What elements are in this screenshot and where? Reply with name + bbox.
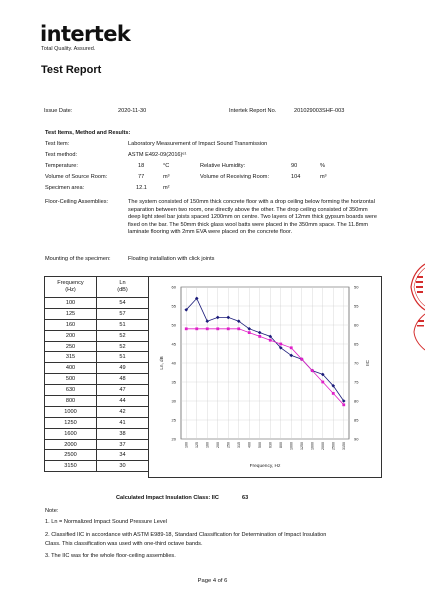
partial-seal-stamp-2 <box>411 312 425 352</box>
series-2-point <box>279 343 282 346</box>
series-2-point <box>290 346 293 349</box>
table-row <box>45 396 149 407</box>
ln-cell: 49 <box>97 363 149 374</box>
series-2-point <box>227 327 230 330</box>
receiving-room-label: Volume of Receiving Room: <box>200 174 270 180</box>
table-row <box>45 374 149 385</box>
ln-cell: 44 <box>97 396 149 407</box>
table-row <box>45 439 149 450</box>
frequency-cell: 500 <box>45 374 97 385</box>
frequency-cell: 100 <box>45 298 97 309</box>
series-2-point <box>195 327 198 330</box>
issue-date-value: 2020-11-30 <box>118 108 147 114</box>
frequency-cell: 315 <box>45 352 97 363</box>
table-row <box>45 319 149 330</box>
ln-cell: 30 <box>97 461 149 472</box>
y-tick-label: 25 <box>171 417 176 423</box>
page-number: Page 4 of 6 <box>197 578 228 584</box>
y2-tick-label: 70 <box>354 360 359 366</box>
note-2-line2: Class. This classification was used with one-third octave bands. <box>45 541 203 547</box>
series-2-point <box>321 381 324 384</box>
report-no-label: Intertek Report No. <box>229 108 277 114</box>
y2-tick-label: 85 <box>354 417 359 423</box>
series-2-point <box>237 327 240 330</box>
ln-cell: 51 <box>97 319 149 330</box>
humidity-unit: % <box>320 163 325 169</box>
frequency-table <box>44 276 149 472</box>
frequency-cell: 800 <box>45 396 97 407</box>
series-2-point <box>185 327 188 330</box>
specimen-area-value: 12.1 <box>136 185 147 191</box>
note-2-line1: 2. Classified IIC in accordance with ASTM E989-18, Standard Classification for Determination of Impact Insulation <box>45 532 327 538</box>
ln-column-header <box>97 277 149 298</box>
table-row <box>45 417 149 428</box>
frequency-cell: 1250 <box>45 417 97 428</box>
assemblies-description: The system consisted of 150mm thick concrete floor with a drop ceiling below forming the horizontal separation between two room, one directly above the other. The drop ceiling consisted of 350mm deep light steel bar joists spaced 1200mm on centre. Two layers of 12mm thick gypsum boards were fixed on the bar. The 50mm thick glass wool batts were placed in the 350mm space. The 11.8mm laminate flooring with 2mm EVA were placed on the concrete floor. <box>128 199 377 235</box>
series-2-point <box>311 369 314 372</box>
issue-date-label: Issue Date: <box>44 108 73 114</box>
frequency-cell: 160 <box>45 319 97 330</box>
mounting-label: Mounting of the specimen: <box>45 256 111 262</box>
chart-frame <box>148 276 382 478</box>
test-method-label: Test method: <box>45 152 78 158</box>
x-tick-label: 200 <box>215 442 220 448</box>
temperature-unit: °C <box>163 163 170 169</box>
ln-cell: 41 <box>97 417 149 428</box>
ln-cell: 54 <box>97 298 149 309</box>
ln-header-line2: (dB) <box>117 287 128 293</box>
y-tick-label: 60 <box>171 284 176 290</box>
mounting-value: Floating installation with click joints <box>128 256 215 262</box>
frequency-header-line2: (Hz) <box>65 287 76 293</box>
source-room-value: 77 <box>138 174 145 180</box>
series-2-point <box>300 358 303 361</box>
page-title: Test Report <box>41 64 102 76</box>
frequency-cell: 200 <box>45 330 97 341</box>
receiving-room-unit: m³ <box>320 174 327 180</box>
table-row <box>45 363 149 374</box>
test-item-value: Laboratory Measurement of Impact Sound Transmission <box>128 141 268 147</box>
frequency-cell: 400 <box>45 363 97 374</box>
y2-tick-label: 60 <box>354 322 359 328</box>
table-row <box>45 352 149 363</box>
ln-cell: 52 <box>97 341 149 352</box>
x-tick-label: 160 <box>205 442 210 448</box>
source-room-label: Volume of Source Room: <box>45 174 108 180</box>
frequency-cell: 125 <box>45 308 97 319</box>
humidity-label: Relative Humidity: <box>200 163 246 169</box>
humidity-value: 90 <box>291 163 298 169</box>
ln-cell: 47 <box>97 385 149 396</box>
x-tick-label: 800 <box>278 442 283 448</box>
series-2-point <box>269 339 272 342</box>
specimen-area-unit: m² <box>163 185 170 191</box>
ln-cell: 42 <box>97 406 149 417</box>
x-tick-label: 3150 <box>341 442 346 450</box>
section-heading: Test Items, Method and Results: <box>45 130 131 136</box>
series-2-point <box>216 327 219 330</box>
table-row <box>45 385 149 396</box>
y-tick-label: 30 <box>171 398 176 404</box>
frequency-header-line1: Frequency <box>57 280 84 286</box>
iic-result-label: Calculated Impact Insulation Class: IIC <box>116 495 219 501</box>
frequency-cell: 3150 <box>45 461 97 472</box>
ln-cell: 52 <box>97 330 149 341</box>
logo-tagline: Total Quality. Assured. <box>41 46 96 52</box>
frequency-column-header <box>45 277 97 298</box>
ln-cell: 51 <box>97 352 149 363</box>
report-no-value: 201029003SHF-003 <box>294 108 345 114</box>
table-row <box>45 308 149 319</box>
y-axis-label: Ln, dB <box>159 356 164 370</box>
table-row <box>45 341 149 352</box>
frequency-cell: 1000 <box>45 406 97 417</box>
receiving-room-value: 104 <box>291 174 301 180</box>
table-row <box>45 330 149 341</box>
test-item-label: Test Item: <box>45 141 70 147</box>
y2-tick-label: 75 <box>354 379 359 385</box>
table-row <box>45 428 149 439</box>
y2-tick-label: 55 <box>354 303 359 309</box>
note-3: 3. The IIC was for the whole floor-ceiling assemblies. <box>45 553 176 559</box>
table-row <box>45 450 149 461</box>
table-row <box>45 298 149 309</box>
x-tick-label: 1250 <box>299 442 304 450</box>
y2-tick-label: 50 <box>354 284 359 290</box>
series-2-point <box>258 335 261 338</box>
x-tick-label: 125 <box>194 442 199 448</box>
y-tick-label: 55 <box>171 303 176 309</box>
x-tick-label: 2000 <box>320 442 325 450</box>
table-row <box>45 461 149 472</box>
series-2-point <box>332 392 335 395</box>
series-2-point <box>206 327 209 330</box>
source-room-unit: m³ <box>163 174 170 180</box>
note-1: 1. Ln = Normalized Impact Sound Pressure Level <box>45 519 168 525</box>
table-header-row <box>45 277 149 298</box>
iic-result-value: 63 <box>242 495 249 501</box>
series-2-point <box>342 403 345 406</box>
x-tick-label: 2500 <box>331 442 336 450</box>
x-tick-label: 250 <box>226 442 231 448</box>
frequency-cell: 630 <box>45 385 97 396</box>
x-tick-label: 1600 <box>310 442 315 450</box>
y2-axis-label: IIC <box>365 360 370 366</box>
frequency-cell: 250 <box>45 341 97 352</box>
y2-tick-label: 90 <box>354 436 359 442</box>
frequency-cell: 1600 <box>45 428 97 439</box>
specimen-area-label: Specimen area: <box>45 185 85 191</box>
impact-sound-chart <box>149 277 381 477</box>
ln-cell: 57 <box>97 308 149 319</box>
y2-tick-label: 80 <box>354 398 359 404</box>
x-tick-label: 315 <box>236 442 241 448</box>
x-axis-label: Frequency, Hz <box>249 464 281 469</box>
test-method-value: ASTM E492-09(2016)ᵉ¹ <box>128 152 187 158</box>
y-tick-label: 50 <box>171 322 176 328</box>
partial-seal-stamp <box>409 262 425 312</box>
ln-cell: 37 <box>97 439 149 450</box>
series-2-point <box>248 331 251 334</box>
y-tick-label: 40 <box>171 360 176 366</box>
ln-cell: 38 <box>97 428 149 439</box>
ln-cell: 48 <box>97 374 149 385</box>
intertek-logo: intertek <box>40 22 131 46</box>
temperature-value: 18 <box>138 163 145 169</box>
assemblies-label: Floor-Ceiling Assemblies: <box>45 199 109 205</box>
frequency-cell: 2000 <box>45 439 97 450</box>
y2-tick-label: 65 <box>354 341 359 347</box>
y-tick-label: 45 <box>171 341 176 347</box>
frequency-cell: 2500 <box>45 450 97 461</box>
x-tick-label: 1000 <box>289 442 294 450</box>
x-tick-label: 400 <box>247 442 252 448</box>
ln-header-line1: Ln <box>119 280 126 286</box>
table-row <box>45 406 149 417</box>
x-tick-label: 630 <box>268 442 273 448</box>
temperature-label: Temperature: <box>45 163 78 169</box>
x-tick-label: 500 <box>257 442 262 448</box>
notes-heading: Note: <box>45 508 59 514</box>
x-tick-label: 100 <box>184 442 189 448</box>
y-tick-label: 20 <box>171 436 176 442</box>
ln-cell: 34 <box>97 450 149 461</box>
y-tick-label: 35 <box>171 379 176 385</box>
